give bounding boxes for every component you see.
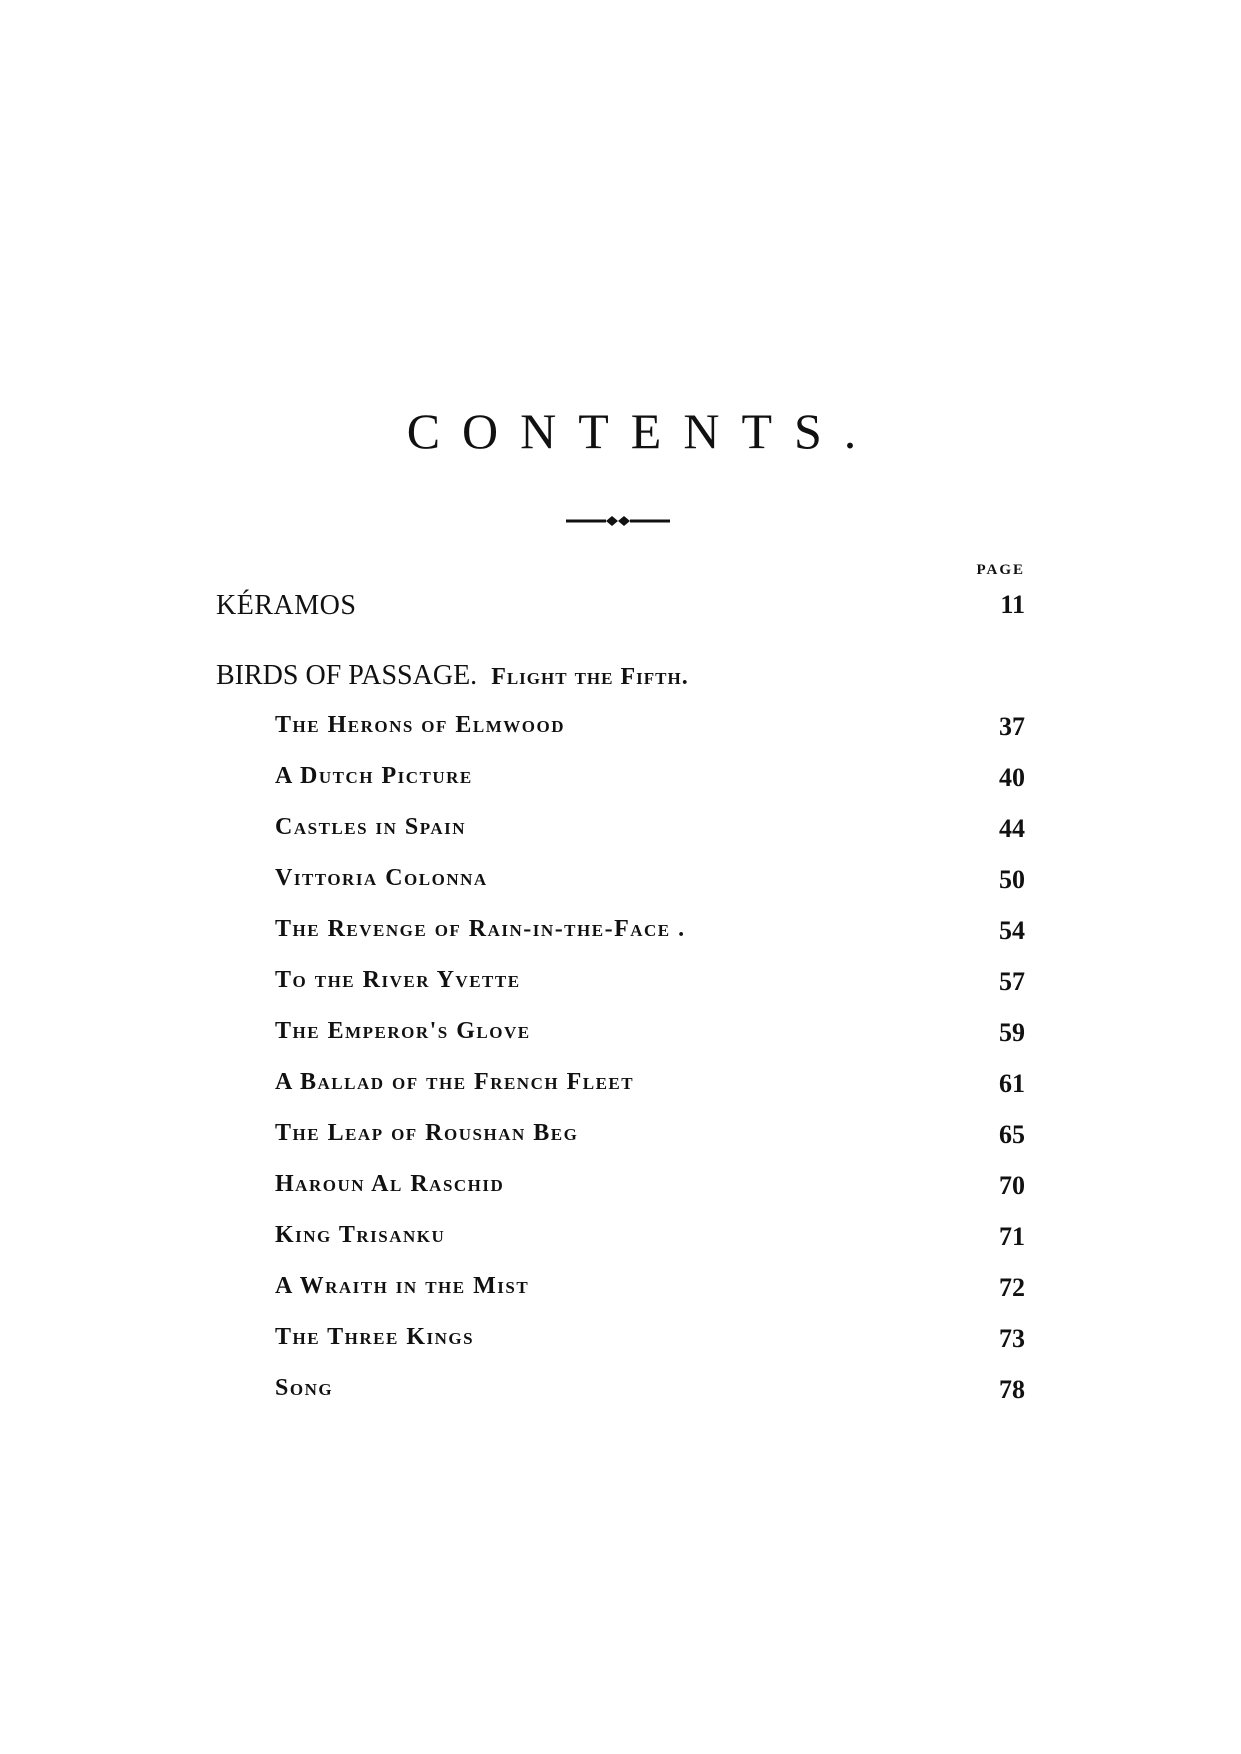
- toc-item[interactable]: [0, 1120, 1241, 1160]
- toc-item[interactable]: [0, 814, 1241, 854]
- toc-item-title: A Wraith in the Mist: [275, 1273, 530, 1299]
- toc-item-page: 57: [999, 967, 1025, 996]
- toc-item-title: The Herons of Elmwood: [275, 712, 566, 738]
- toc-item[interactable]: [0, 1375, 1241, 1415]
- toc-item-page: 73: [999, 1324, 1025, 1353]
- toc-item-page: 78: [999, 1375, 1025, 1404]
- page-title: CONTENTS.: [406, 403, 879, 459]
- ornament-divider: [566, 514, 670, 528]
- page-column-header: PAGE: [976, 562, 1025, 578]
- toc-item[interactable]: [0, 1018, 1241, 1058]
- toc-item-page: 40: [999, 763, 1025, 792]
- toc-item[interactable]: [0, 1324, 1241, 1364]
- toc-item-title: Song: [275, 1375, 334, 1401]
- toc-item-title: Haroun Al Raschid: [275, 1171, 505, 1197]
- toc-item-page: 72: [999, 1273, 1025, 1302]
- toc-item[interactable]: [0, 967, 1241, 1007]
- toc-entry-title: KÉRAMOS: [216, 590, 357, 621]
- toc-item-title: To the River Yvette: [275, 967, 521, 993]
- toc-item-title: The Revenge of Rain-in-the-Face .: [275, 916, 686, 942]
- toc-item-title: The Emperor's Glove: [275, 1018, 531, 1044]
- section-title: BIRDS OF PASSAGE.: [216, 660, 478, 691]
- toc-item[interactable]: [0, 916, 1241, 956]
- toc-item-page: 65: [999, 1120, 1025, 1149]
- toc-item-page: 50: [999, 865, 1025, 894]
- section-subtitle: Flight the Fifth.: [491, 664, 689, 690]
- toc-item-page: 70: [999, 1171, 1025, 1200]
- toc-item-page: 61: [999, 1069, 1025, 1098]
- toc-item-page: 59: [999, 1018, 1025, 1047]
- toc-entry-page: 11: [1000, 590, 1025, 619]
- toc-item[interactable]: [0, 1222, 1241, 1262]
- toc-item-title: A Dutch Picture: [275, 763, 473, 789]
- toc-entry-keramos[interactable]: [0, 590, 1241, 630]
- toc-item-page: 37: [999, 712, 1025, 741]
- toc-item-title: King Trisanku: [275, 1222, 446, 1248]
- toc-item[interactable]: [0, 1273, 1241, 1313]
- section-heading: [216, 660, 689, 692]
- toc-item[interactable]: [0, 865, 1241, 905]
- toc-item[interactable]: [0, 1171, 1241, 1211]
- toc-item-title: The Leap of Roushan Beg: [275, 1120, 579, 1146]
- toc-item-page: 71: [999, 1222, 1025, 1251]
- toc-item[interactable]: [0, 1069, 1241, 1109]
- toc-item-title: Vittoria Colonna: [275, 865, 488, 891]
- toc-item[interactable]: [0, 712, 1241, 752]
- toc-item-title: The Three Kings: [275, 1324, 475, 1350]
- toc-item-page: 54: [999, 916, 1025, 945]
- toc-item-title: Castles in Spain: [275, 814, 467, 840]
- toc-item-title: A Ballad of the French Fleet: [275, 1069, 635, 1095]
- toc-item[interactable]: [0, 763, 1241, 803]
- toc-item-page: 44: [999, 814, 1025, 843]
